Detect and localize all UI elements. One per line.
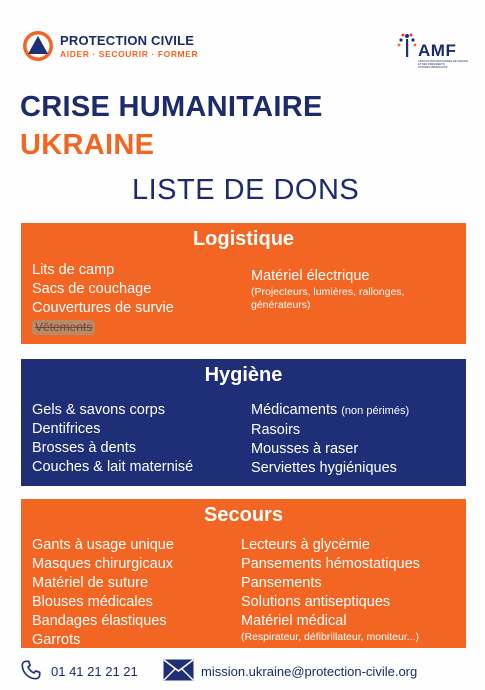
list-item: Serviettes hygiéniques (251, 460, 397, 476)
hygiene-right-list (251, 401, 409, 478)
list-item: Couches & lait maternisé (32, 459, 194, 475)
phone-icon (20, 659, 42, 681)
list-item: Matériel électrique (251, 268, 370, 284)
list-item: Couvertures de survie (32, 300, 174, 316)
struck-item: Vêtements (32, 320, 95, 335)
list-item: Bandages élastiques (32, 613, 167, 629)
list-item: Lecteurs à glycémie (241, 537, 370, 553)
protection-civile-wordmark (60, 34, 198, 59)
org-name: PROTECTION CIVILE (60, 33, 195, 48)
title-ukraine: UKRAINE (20, 129, 155, 161)
contact-email[interactable]: mission.ukraine@protection-civile.org (201, 664, 418, 679)
amf-wordmark: AMF (418, 41, 457, 60)
secours-right-list (241, 536, 420, 644)
section-hygiene (21, 359, 466, 486)
logistique-right-list (251, 267, 456, 312)
item-label: Médicaments (251, 402, 338, 418)
list-item: Brosses à dents (32, 440, 136, 456)
envelope-icon (163, 659, 194, 681)
hygiene-left-list (32, 401, 193, 477)
title-donation-list: LISTE DE DONS (132, 174, 360, 206)
section-title: Secours (204, 504, 283, 526)
list-item: Sacs de couchage (32, 281, 152, 297)
org-tagline: AIDER · SECOURIR · FORMER (60, 49, 199, 59)
list-item: Pansements hémostatiques (241, 556, 420, 572)
section-logistique (21, 223, 466, 344)
section-title: Logistique (192, 228, 295, 250)
section-title: Hygiène (204, 364, 283, 386)
list-item: Masques chirurgicaux (32, 556, 174, 572)
contact-phone[interactable]: 01 41 21 21 21 (51, 664, 138, 679)
list-item: Matériel de suture (32, 575, 149, 591)
item-note: (Projecteurs, lumières, rallonges, générateurs) (251, 286, 405, 311)
title-crisis: CRISE HUMANITAIRE (20, 91, 323, 123)
list-item: Dentifrices (32, 421, 101, 437)
secours-left-list (32, 536, 174, 650)
list-item: Pansements (241, 575, 322, 591)
item-note: (Respirateur, défibrillateur, moniteur...) (241, 631, 419, 643)
list-item: Mousses à raser (251, 441, 359, 457)
list-item: Blouses médicales (32, 594, 153, 610)
amf-subtitle: ASSOCIATION DES MAIRES DE FRANCE ET DES PRÉSIDENTS D'INTERCOMMUNALITÉ (418, 60, 468, 69)
list-item: Rasoirs (251, 422, 301, 438)
list-item (251, 401, 409, 421)
item-note: (non périmés) (341, 405, 410, 417)
protection-civile-logo (22, 30, 54, 62)
list-item: Gels & savons corps (32, 402, 165, 418)
list-item: Lits de camp (32, 262, 115, 278)
list-item: Solutions antiseptiques (241, 594, 391, 610)
section-secours (21, 499, 466, 648)
logistique-left-list (32, 261, 174, 337)
list-item: Matériel médical (241, 613, 347, 629)
list-item: Gants à usage unique (32, 537, 174, 553)
list-item: Garrots (32, 632, 81, 648)
